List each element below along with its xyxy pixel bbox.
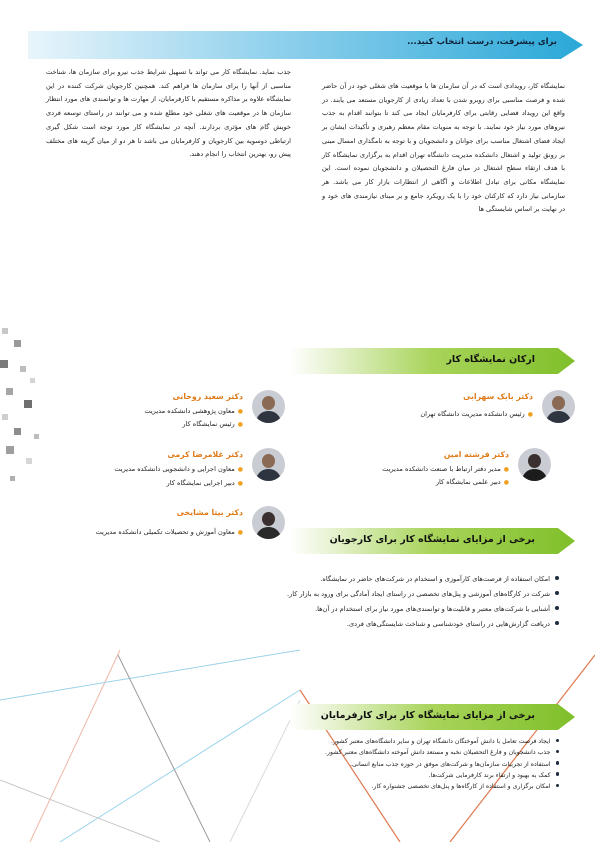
avatar [252, 506, 285, 539]
avatar [252, 390, 285, 423]
person-name: دکتر بابک سهرابی [463, 392, 533, 401]
person-role: ●رئیس دانشکده مدیریت دانشگاه تهران [420, 410, 533, 418]
avatar [252, 448, 285, 481]
list-item: شرکت در کارگاه‌های آموزشی و پنل‌های تخصصی در راستای ایجاد آمادگی برای ورود به بازار کار. [219, 587, 559, 602]
list-item: آشنایی با شرکت‌های معتبر و قابلیت‌ها و توانمندی‌های مورد نیاز برای استخدام در آن‌ها. [219, 602, 559, 617]
employer-benefits-list [239, 736, 559, 792]
person-card [25, 390, 285, 440]
person-name: دکتر سعید روحانی [172, 392, 243, 401]
section-header-jobseekers [290, 528, 575, 554]
section-header-employers [290, 704, 575, 730]
avatar [542, 390, 575, 423]
person-name: دکتر غلامرضا کرمی [167, 450, 243, 459]
top-banner [0, 31, 595, 59]
list-item: ایجاد فرصت تعامل با دانش آموختگان دانشگاه تهران و سایر دانشگاه‌های معتبر کشور. [239, 736, 559, 747]
intro-left-column: جذب نماید. نمایشگاه کار می تواند با تسهیل شرایط جذب نیرو برای سازمان ها، شناخت مناسبی از آنها را برای سازمان ها فراهم کند. همچنین کارجویان شرکت کننده در این نمایشگاه علاوه بر مذاکره مستقیم با کارفرمایان، از مهارت ها و توانمندی های مورد انتظار سازمان ها در موقعیت های شغلی خود مطلع شده و می توانند در راستای توسعه فردی خویش گام های مؤثری بردارند. آنچه در نمایشگاه کار مورد توجه است شکل گیری ارتباطی دوسویه بین کارجویان و کارفرمایان می باشد تا هر دو از میان گزینه های مختلف پیش رو، بهترین انتخاب را انجام دهند. [46, 68, 291, 159]
banner-title: برای پیشرفت، درست انتخاب کنید... [407, 37, 557, 47]
person-role: ●معاون اجرایی و دانشجویی دانشکده مدیریت [114, 465, 243, 473]
section-title-employers: برخی از مزایای نمایشگاه کار برای کارفرمایان [320, 710, 535, 721]
person-card [25, 448, 285, 498]
person-role: ●معاون پژوهشی دانشکده مدیریت [144, 407, 243, 415]
section-title-jobseekers: برخی از مزایای نمایشگاه کار برای کارجویان [329, 534, 535, 545]
list-item: جذب دانشجویان و فارغ التحصیلان نخبه و مستعد دانش آموخته دانشگاه‌های معتبر کشور. [239, 747, 559, 758]
section-header-pillars [290, 348, 575, 374]
person-card [291, 448, 551, 498]
jobseeker-benefits-list [219, 572, 559, 632]
person-card [315, 390, 575, 440]
person-role: ●دبیر علمی نمایشگاه کار [435, 478, 509, 486]
person-role: ●رئیس نمایشگاه کار [182, 420, 243, 428]
list-item: دریافت گزارش‌هایی در راستای خودشناسی و شناخت شایستگی‌های فردی. [219, 617, 559, 632]
list-item: امکان استفاده از فرصت‌های کارآموزی و استخدام در شرکت‌های حاضر در نمایشگاه. [219, 572, 559, 587]
intro-right-column: نمایشگاه کار، رویدادی است که در آن سازمان ها با موقعیت های شغلی خود در آن حاضر شده و فرصت مناسبی برای روبرو شدن با تعداد زیادی از کارجویان مستعد می یابند. در واقع این رویداد فضایی رقابتی برای کارفرمایان ایجاد می کند تا بتوانند اقدام به جذب نیروهای مورد نیاز خود نمایند. با توجه به منویات مقام معظم رهبری و تأکیدات ایشان بر ایجاد فضای اشتغال مناسب برای جوانان و دانشجویان و با توجه به نامگذاری امسال مبنی بر رونق تولید و اشتغال دانشکده مدیریت دانشگاه تهران اقدام به برگزاری نمایشگاه کار با هدف ارتقاء سطح اشتغال در میان فارغ التحصیلان و دانشجویان نموده است. این نمایشگاه مکانی برای تبادل اطلاعات و آگاهی از انتظارات بازار کار می باشد. هر سازمانی نیاز دارد که کارکنان خود را با یک رویکرد جامع و بر مبنای نیازمندی های خود و در نهایت بر اساس شایستگی ها [322, 82, 565, 214]
avatar [518, 448, 551, 481]
list-item: امکان برگزاری و استفاده از کارگاه‌ها و پنل‌های تخصصی جشنواره کار. [239, 781, 559, 792]
list-item: کمک به بهبود و ارتقاء برند کارفرمایی شرکت‌ها. [239, 770, 559, 781]
person-role: ●مدیر دفتر ارتباط با صنعت دانشکده مدیریت [382, 465, 509, 473]
person-role: ●معاون آموزش و تحصیلات تکمیلی دانشکده مدیریت [95, 528, 243, 536]
person-name: دکتر فرشته امین [443, 450, 509, 459]
list-item: استفاده از تجربیات سازمان‌ها و شرکت‌های موفق در حوزه جذب منابع انسانی. [239, 759, 559, 770]
person-card [25, 506, 285, 556]
section-title-pillars: ارکان نمایشگاه کار [446, 354, 535, 365]
person-role: ●دبیر اجرایی نمایشگاه کار [166, 479, 243, 487]
person-name: دکتر بیتا مشایخی [176, 508, 243, 517]
